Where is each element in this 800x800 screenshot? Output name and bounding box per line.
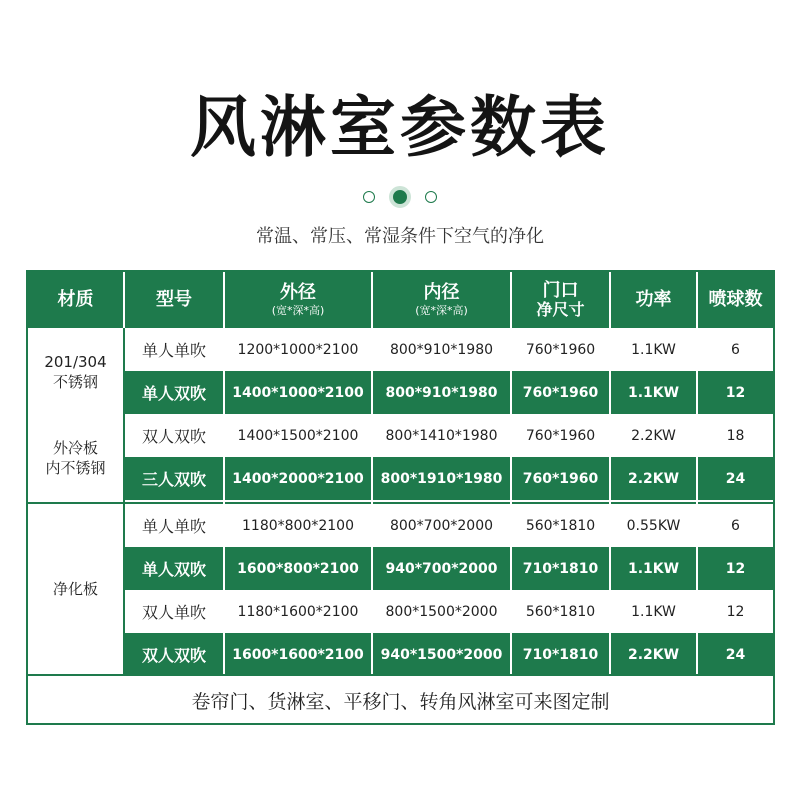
cell-power: 1.1KW	[631, 341, 676, 358]
material-group2	[28, 504, 123, 674]
cell-door: 710*1810	[522, 560, 599, 577]
header-inner-sub: (宽*深*高)	[415, 304, 468, 317]
col-divider	[123, 328, 125, 674]
cell-door: 760*1960	[522, 470, 599, 487]
table-row	[123, 547, 773, 590]
group-divider	[28, 502, 773, 504]
page-title: 风淋室参数表	[190, 89, 610, 166]
pagination-dots	[0, 184, 800, 210]
cell-nozzles: 6	[731, 517, 740, 534]
dot-active-icon	[389, 186, 411, 208]
header-door-sub: 净尺寸	[536, 300, 585, 319]
cell-inner: 800*1500*2000	[385, 603, 498, 620]
cell-outer: 1400*1500*2100	[237, 427, 359, 444]
header-door-label: 门口	[542, 280, 579, 301]
cell-model: 单人单吹	[141, 341, 206, 360]
cell-door: 760*1960	[522, 384, 599, 401]
cell-door: 710*1810	[522, 646, 599, 663]
material-label: 净化板	[52, 580, 98, 598]
table-header	[28, 272, 773, 328]
table-row	[123, 504, 773, 547]
material-group1-top	[28, 330, 123, 414]
col-divider	[371, 272, 373, 674]
params-table	[26, 270, 775, 725]
cell-outer: 1180*1600*2100	[237, 603, 359, 620]
cell-model: 三人双吹	[141, 470, 206, 489]
cell-inner: 800*700*2000	[389, 517, 494, 534]
cell-outer: 1200*1000*2100	[237, 341, 359, 358]
cell-model: 双人双吹	[141, 427, 206, 446]
header-door	[512, 272, 609, 328]
cell-model: 双人双吹	[141, 646, 206, 665]
cell-nozzles: 12	[725, 560, 746, 577]
subtitle: 常温、常压、常湿条件下空气的净化	[256, 226, 544, 247]
table-row	[123, 590, 773, 633]
header-nozzles	[698, 272, 773, 328]
header-model	[125, 272, 223, 328]
cell-outer: 1600*1600*2100	[232, 646, 364, 663]
material-group1-bottom	[28, 416, 123, 500]
cell-power: 0.55KW	[626, 517, 681, 534]
header-nozzles-label: 喷球数	[708, 289, 763, 310]
header-model-label: 型号	[156, 289, 192, 310]
cell-power: 1.1KW	[631, 603, 676, 620]
cell-power: 2.2KW	[631, 427, 676, 444]
material-label: 201/304	[44, 353, 107, 371]
cell-nozzles: 12	[725, 384, 746, 401]
cell-power: 1.1KW	[627, 384, 680, 401]
cell-model: 单人单吹	[141, 517, 206, 536]
header-power-label: 功率	[635, 289, 672, 310]
material-label: 内不锈钢	[45, 459, 106, 477]
cell-outer: 1600*800*2100	[237, 560, 359, 577]
header-material-label: 材质	[57, 289, 94, 310]
col-divider	[123, 272, 125, 328]
cell-inner: 940*1500*2000	[380, 646, 503, 663]
cell-inner: 800*1910*1980	[380, 470, 503, 487]
col-divider	[510, 272, 512, 674]
cell-power: 2.2KW	[627, 646, 680, 663]
footer-note: 卷帘门、货淋室、平移门、转角风淋室可来图定制	[28, 674, 773, 725]
dot-icon	[363, 191, 375, 203]
cell-nozzles: 6	[731, 341, 740, 358]
cell-outer: 1400*1000*2100	[232, 384, 364, 401]
cell-model: 双人单吹	[141, 603, 206, 622]
material-label: 不锈钢	[52, 373, 98, 391]
cell-model: 单人双吹	[141, 560, 206, 579]
header-outer-label: 外径	[280, 282, 316, 303]
cell-inner: 800*910*1980	[389, 341, 494, 358]
dot-icon	[425, 191, 437, 203]
col-divider	[609, 272, 611, 674]
table-row	[123, 371, 773, 414]
col-divider	[696, 272, 698, 674]
cell-outer: 1400*2000*2100	[232, 470, 364, 487]
cell-nozzles: 18	[726, 427, 745, 444]
cell-door: 560*1810	[525, 517, 596, 534]
cell-door: 560*1810	[525, 603, 596, 620]
cell-model: 单人双吹	[141, 384, 206, 403]
table-row	[123, 414, 773, 457]
header-inner-label: 内径	[423, 282, 460, 303]
table-row	[123, 633, 773, 676]
cell-door: 760*1960	[525, 341, 596, 358]
cell-inner: 940*700*2000	[385, 560, 498, 577]
header-power	[611, 272, 696, 328]
cell-power: 1.1KW	[627, 560, 680, 577]
cell-nozzles: 12	[726, 603, 745, 620]
cell-door: 760*1960	[525, 427, 596, 444]
cell-outer: 1180*800*2100	[242, 517, 354, 534]
cell-nozzles: 24	[725, 646, 746, 663]
table-row	[123, 457, 773, 500]
cell-inner: 800*1410*1980	[385, 427, 498, 444]
header-outer	[225, 272, 371, 328]
material-label: 外冷板	[52, 439, 98, 457]
col-divider	[223, 272, 225, 674]
header-material	[28, 272, 123, 328]
header-inner	[373, 272, 510, 328]
table-row	[123, 328, 773, 371]
header-outer-sub: (宽*深*高)	[271, 304, 325, 317]
cell-nozzles: 24	[725, 470, 746, 487]
cell-power: 2.2KW	[627, 470, 680, 487]
cell-inner: 800*910*1980	[385, 384, 498, 401]
